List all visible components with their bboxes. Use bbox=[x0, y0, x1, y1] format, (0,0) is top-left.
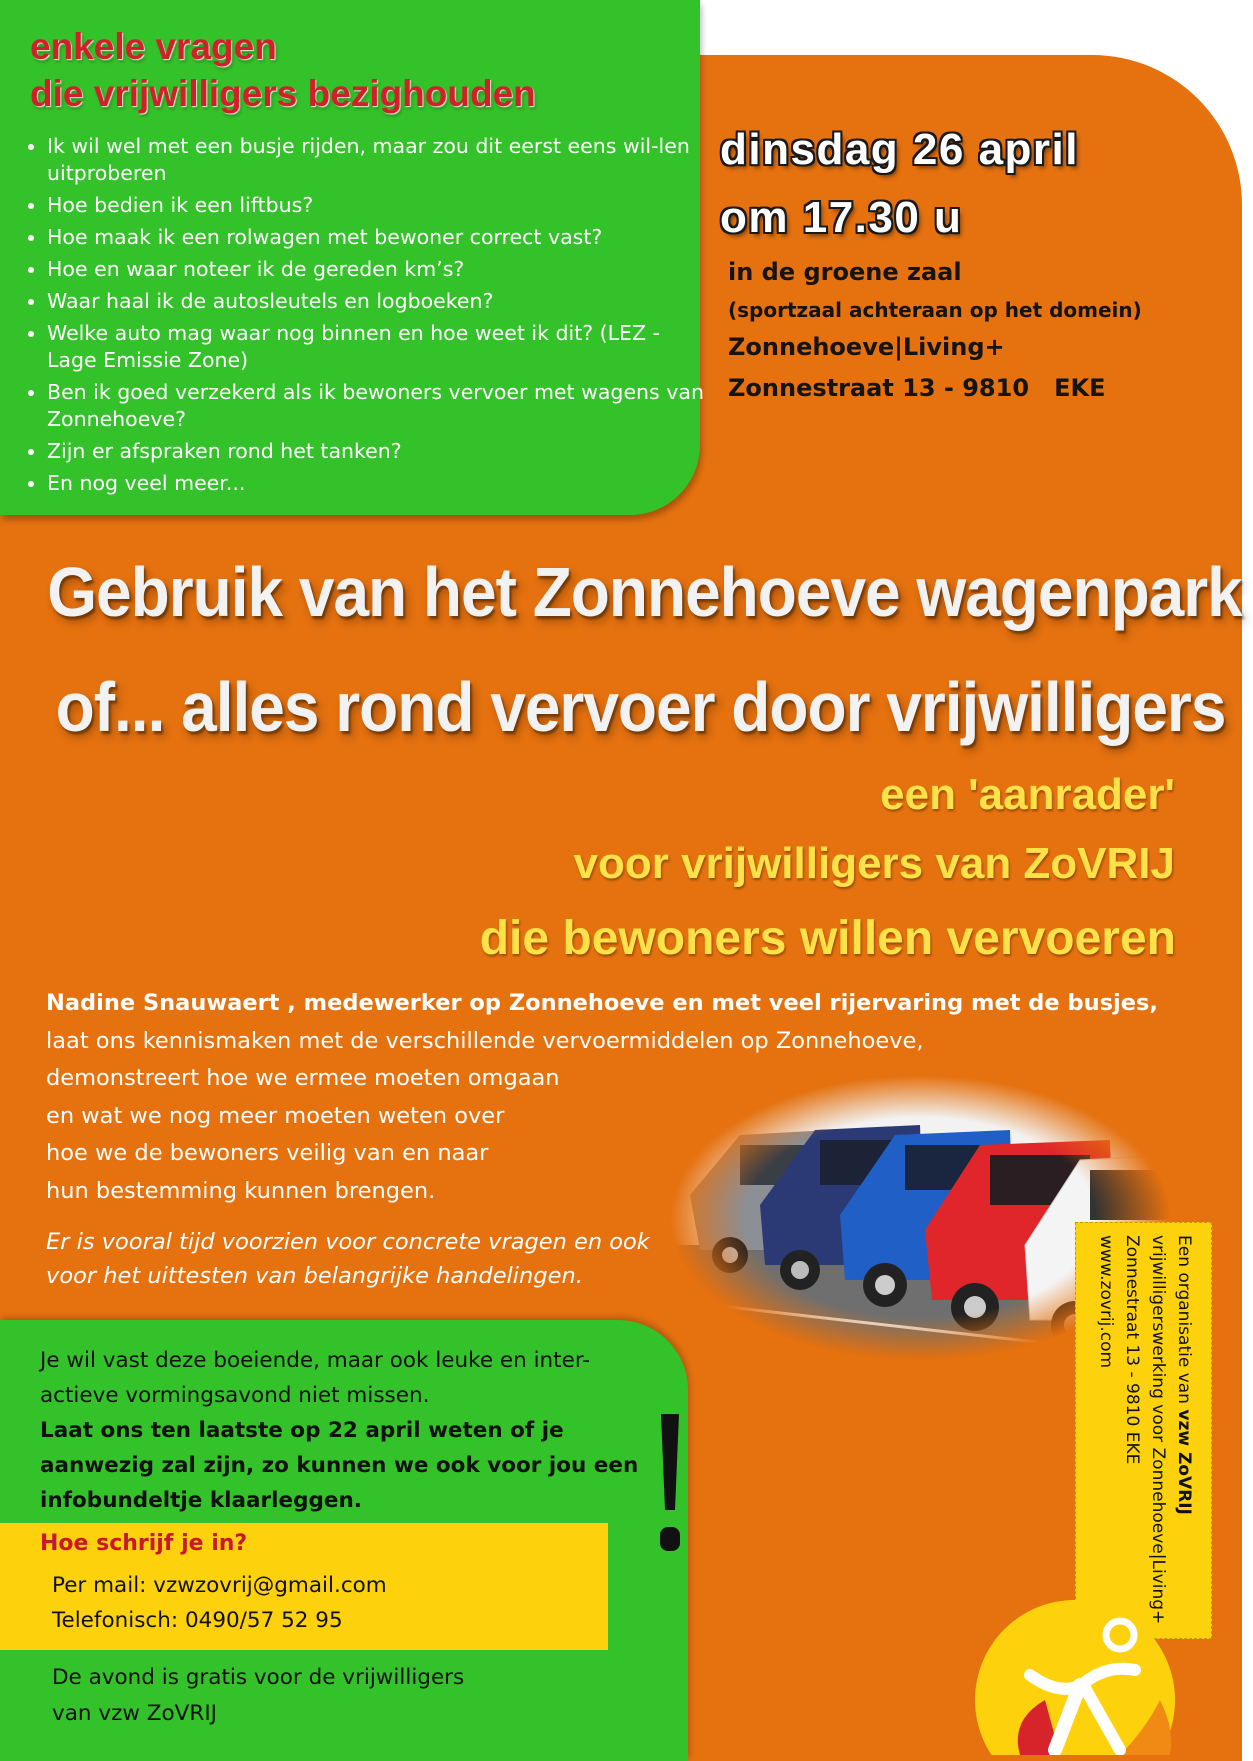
intro-italic-line: Er is vooral tijd voorzien voor concrete vragen en ook bbox=[46, 1229, 650, 1255]
question-item: • Ik wil wel met een busje rijden, maar zou dit eerst eens wil-len uitproberen bbox=[47, 133, 707, 187]
question-item: • Welke auto mag waar nog binnen en hoe weet ik dit? (LEZ - Lage Emissie Zone) bbox=[47, 320, 707, 374]
intro-line: hun bestemming kunnen brengen. bbox=[46, 1177, 436, 1204]
organisation-line2: vrijwilligerswerking voor Zonnehoeve|Living+ bbox=[1148, 1235, 1168, 1625]
tagline-line1: een 'aanrader' bbox=[880, 770, 1175, 819]
questions-panel bbox=[0, 0, 704, 515]
intro-line: Nadine Snauwaert , medewerker op Zonnehoeve en met veel rijervaring met de busjes, bbox=[46, 990, 1158, 1016]
organisation-box bbox=[1075, 1222, 1212, 1639]
invite-text bbox=[40, 1343, 665, 1518]
questions-title-line2: die vrijwilligers bezighouden bbox=[30, 73, 536, 114]
question-item: • Hoe en waar noteer ik de gereden km’s? bbox=[47, 256, 707, 283]
event-address: Zonnestraat 13 - 9810 EKE bbox=[728, 374, 1106, 402]
question-item: • Waar haal ik de autosleutels en logboeken? bbox=[47, 288, 707, 315]
tagline-line2: voor vrijwilligers van ZoVRIJ bbox=[573, 839, 1175, 888]
questions-title-line1: enkele vragen bbox=[30, 26, 277, 67]
intro-italic bbox=[46, 1225, 686, 1293]
event-room: in de groene zaal bbox=[728, 258, 962, 286]
page-right-margin bbox=[1242, 0, 1253, 1761]
event-date: dinsdag 26 april bbox=[720, 125, 1079, 174]
free-note-line: De avond is gratis voor de vrijwilligers bbox=[52, 1665, 465, 1690]
signup-phone: Telefonisch: 0490/57 52 95 bbox=[52, 1608, 343, 1633]
event-room-note: (sportzaal achteraan op het domein) bbox=[728, 298, 1142, 322]
questions-list bbox=[20, 133, 707, 502]
organisation-name: vzw ZoVRIJ bbox=[1174, 1409, 1194, 1515]
invite-bold-line: Laat ons ten laatste op 22 april weten of je bbox=[40, 1418, 564, 1443]
organisation-line3: Zonnestraat 13 - 9810 EKE bbox=[1122, 1235, 1142, 1465]
organisation-prefix: Een organisatie van bbox=[1174, 1235, 1194, 1410]
free-note-line: van vzw ZoVRIJ bbox=[52, 1701, 217, 1726]
invite-line: Je wil vast deze boeiende, maar ook leuke en inter- bbox=[40, 1348, 591, 1373]
tagline-line3: die bewoners willen vervoeren bbox=[479, 912, 1176, 965]
intro-line: laat ons kennismaken met de verschillende vervoermiddelen op Zonnehoeve, bbox=[46, 1027, 924, 1054]
event-time: om 17.30 u bbox=[720, 193, 963, 242]
organisation-website: www.zovrij.com bbox=[1096, 1235, 1116, 1369]
zovrij-logo bbox=[970, 1580, 1195, 1755]
signup-box bbox=[0, 1523, 608, 1650]
question-item: • Hoe bedien ik een liftbus? bbox=[47, 192, 707, 219]
invite-bold-line: infobundeltje klaarleggen. bbox=[40, 1488, 362, 1513]
event-venue: Zonnehoeve|Living+ bbox=[728, 333, 1005, 361]
question-item: • Ben ik goed verzekerd als ik bewoners vervoer met wagens van Zonnehoeve? bbox=[47, 379, 707, 433]
headline-line1: Gebruik van het Zonnehoeve wagenpark bbox=[47, 553, 1242, 631]
signup-mail: Per mail: vzwzovrij@gmail.com bbox=[52, 1573, 387, 1598]
headline-line2: of... alles rond vervoer door vrijwilligers bbox=[55, 668, 1226, 746]
question-item: • Zijn er afspraken rond het tanken? bbox=[47, 438, 707, 465]
intro-line: demonstreert hoe we ermee moeten omgaan bbox=[46, 1065, 560, 1092]
question-item: • En nog veel meer... bbox=[47, 470, 707, 497]
free-note bbox=[52, 1660, 464, 1732]
organisation-line1 bbox=[1171, 1235, 1197, 1628]
intro-italic-line: voor het uittesten van belangrijke handelingen. bbox=[46, 1263, 583, 1289]
intro-line: en wat we nog meer moeten weten over bbox=[46, 1102, 505, 1129]
organisation-text bbox=[1076, 1223, 1211, 1638]
invite-line: actieve vormingsavond niet missen. bbox=[40, 1383, 430, 1408]
signup-title: Hoe schrijf je in? bbox=[40, 1531, 248, 1556]
exclamation-icon bbox=[655, 1410, 685, 1560]
invite-bold-line: aanwezig zal zijn, zo kunnen we ook voor jou een bbox=[40, 1453, 639, 1478]
intro-line: hoe we de bewoners veilig van en naar bbox=[46, 1140, 489, 1167]
question-item: • Hoe maak ik een rolwagen met bewoner correct vast? bbox=[47, 224, 707, 251]
